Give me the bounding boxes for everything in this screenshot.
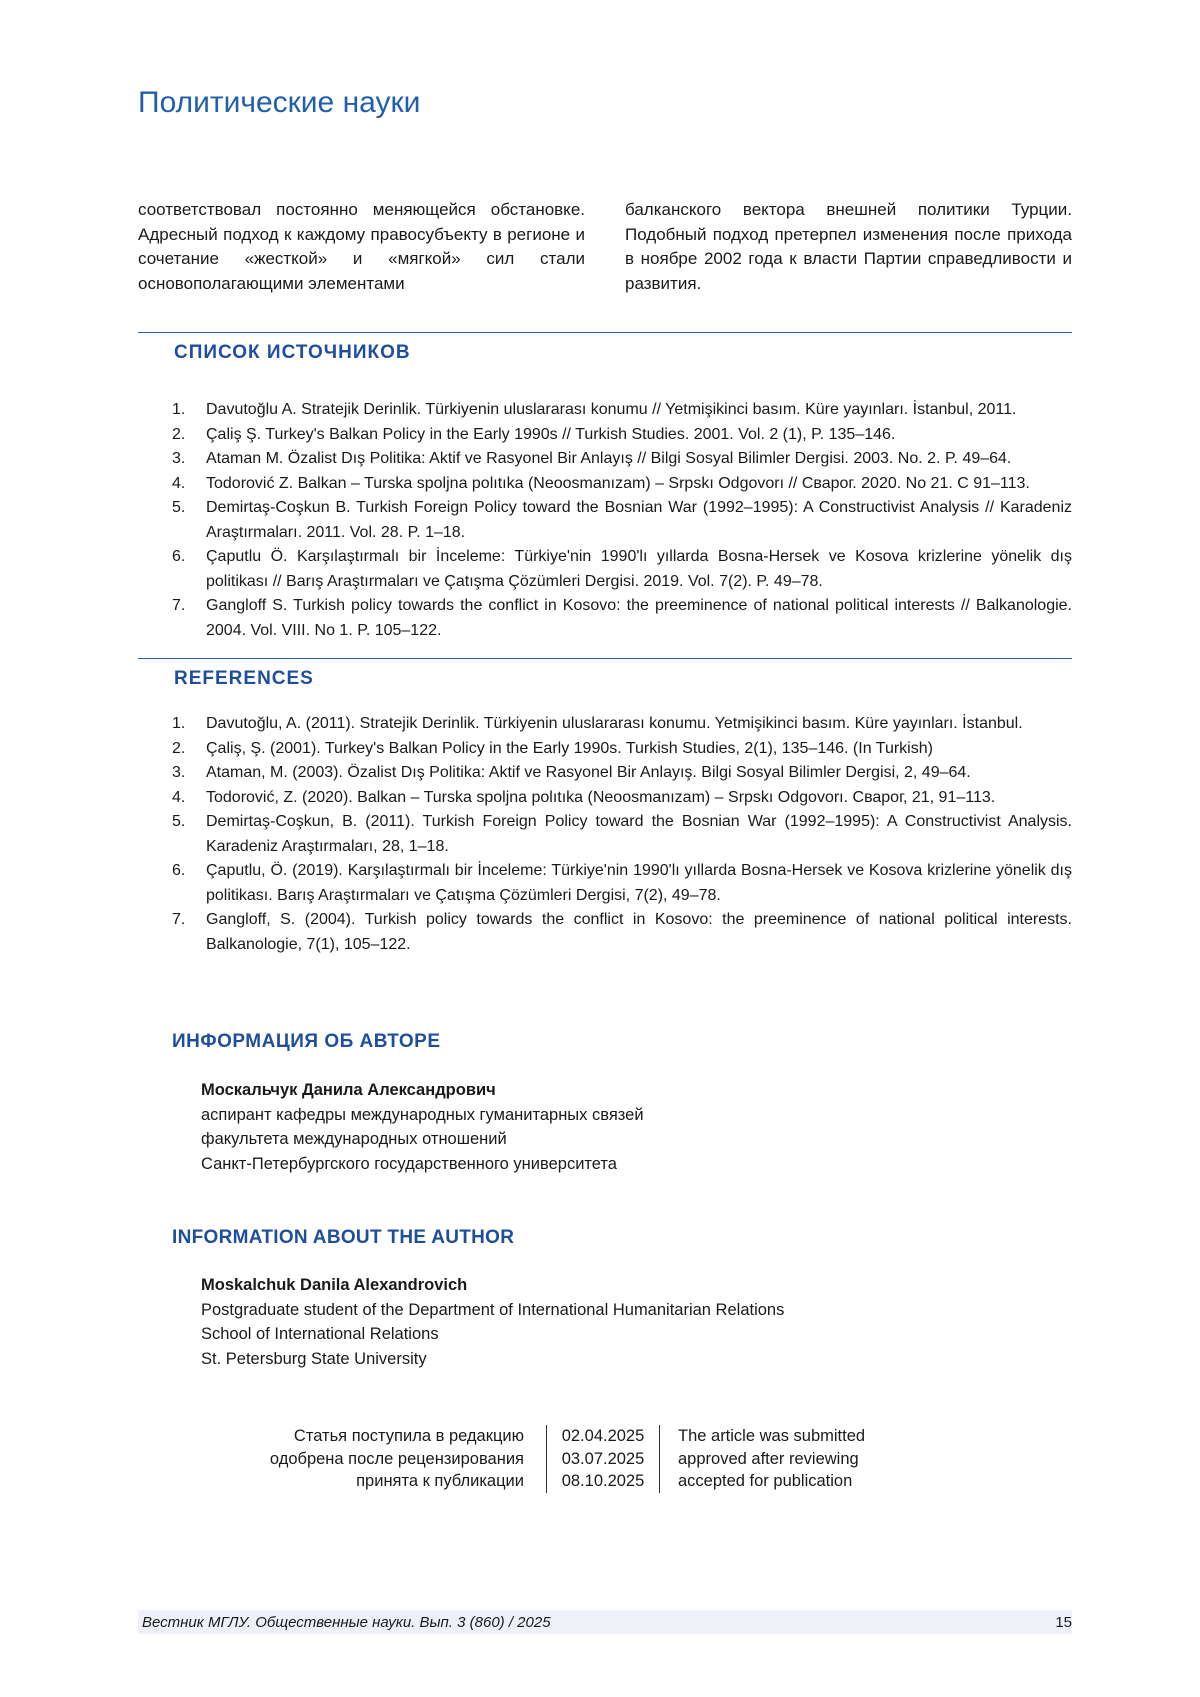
- list-item-text: Ataman M. Özalist Dış Politika: Aktif ve Rasyonel Bir Anlayış // Bilgi Sosyal Bilimler Dergisi. 2003. No. 2. P. 49–64.: [206, 447, 1072, 472]
- author-ru-line: факультета международных отношений: [201, 1127, 1101, 1152]
- list-item: [172, 908, 1072, 957]
- date-label-en: The article was submitted: [678, 1425, 865, 1448]
- list-item: [172, 810, 1072, 859]
- list-item-text: Gangloff, S. (2004). Turkish policy towards the conflict in Kosovo: the preeminence of national political interests. Balkanologie, 7(1), 105–122.: [206, 908, 1072, 957]
- body-column-right: балканского вектора внешней политики Турции. Подобный подход претерпел изменения после прихода в ноябре 2002 года к власти Партии справедливости и развития.: [625, 198, 1072, 296]
- date-label-ru: Статья поступила в редакцию: [228, 1425, 524, 1448]
- date-label-en: accepted for publication: [678, 1470, 865, 1493]
- list-item-text: Çaliş, Ş. (2001). Turkey's Balkan Policy in the Early 1990s. Turkish Studies, 2(1), 135–146. (In Turkish): [206, 737, 1072, 762]
- date-value: 02.04.2025: [557, 1425, 649, 1448]
- date-label-ru: принята к публикации: [228, 1470, 524, 1493]
- list-item-text: Todorović, Z. (2020). Balkan – Turska spoljna polıtıka (Neoosmanızam) – Srpskı Odgovorı. Сварог, 21, 91–113.: [206, 786, 1072, 811]
- list-item: [172, 786, 1072, 811]
- list-item: [172, 472, 1072, 497]
- divider-sources: [138, 332, 1072, 333]
- article-dates: [228, 1425, 865, 1493]
- page-number: 15: [1055, 1614, 1072, 1631]
- author-en-line: Postgraduate student of the Department of International Humanitarian Relations: [201, 1298, 1101, 1323]
- sources-list: [172, 398, 1072, 643]
- list-item: [172, 712, 1072, 737]
- author-en-line: St. Petersburg State University: [201, 1347, 1101, 1372]
- list-item-number: 3.: [172, 761, 206, 786]
- list-item-text: Çaputlu Ö. Karşılaştırmalı bir İnceleme: Türkiye'nin 1990'lı yıllarda Bosna-Hersek ve Kosova krizlerine yönelik dış politikası // Barış Araştırmaları ve Çatışma Çözümleri Dergisi. 2019. Vol. 7(2). P. 49–78.: [206, 545, 1072, 594]
- body-text: [138, 198, 1072, 296]
- list-item-text: Davutoğlu, A. (2011). Stratejik Derinlik. Türkiyenin uluslararası konumu. Yetmişikinci basım. Küre yayınları. İstanbul.: [206, 712, 1072, 737]
- list-item: [172, 447, 1072, 472]
- list-item-text: Gangloff S. Turkish policy towards the conflict in Kosovo: the preeminence of national political interests // Balkanologie. 2004. Vol. VIII. No 1. P. 105–122.: [206, 594, 1072, 643]
- author-ru-block: [201, 1078, 1101, 1176]
- list-item: [172, 761, 1072, 786]
- list-item-number: 2.: [172, 737, 206, 762]
- author-en-block: [201, 1273, 1101, 1371]
- list-item-number: 2.: [172, 423, 206, 448]
- list-item-number: 7.: [172, 594, 206, 643]
- list-item-text: Çaliş Ş. Turkey's Balkan Policy in the Early 1990s // Turkish Studies. 2001. Vol. 2 (1), P. 135–146.: [206, 423, 1072, 448]
- section-title: Политические науки: [138, 86, 420, 120]
- author-ru-line: Санкт-Петербургского государственного университета: [201, 1152, 1101, 1177]
- list-item-number: 1.: [172, 712, 206, 737]
- list-item-text: Çaputlu, Ö. (2019). Karşılaştırmalı bir İnceleme: Türkiye'nin 1990'lı yıllarda Bosna-Hersek ve Kosova krizlerine yönelik dış politikası. Barış Araştırmaları ve Çatışma Çözümleri Dergisi, 7(2), 49–78.: [206, 859, 1072, 908]
- list-item-text: Demirtaş-Coşkun B. Turkish Foreign Policy toward the Bosnian War (1992–1995): A Constructivist Analysis // Karadeniz Araştırmaları. 2011. Vol. 28. P. 1–18.: [206, 496, 1072, 545]
- date-label-ru: одобрена после рецензирования: [228, 1448, 524, 1471]
- list-item-number: 4.: [172, 472, 206, 497]
- list-item: [172, 737, 1072, 762]
- list-item: [172, 398, 1072, 423]
- date-label-en: approved after reviewing: [678, 1448, 865, 1471]
- list-item: [172, 545, 1072, 594]
- list-item-text: Todorović Z. Balkan – Turska spoljna polıtıka (Neoosmanızam) – Srpskı Odgovorı // Сварог. 2020. No 21. С 91–113.: [206, 472, 1072, 497]
- dates-labels-ru: [228, 1425, 546, 1493]
- list-item-number: 7.: [172, 908, 206, 957]
- author-ru-line: аспирант кафедры международных гуманитарных связей: [201, 1103, 1101, 1128]
- list-item-number: 4.: [172, 786, 206, 811]
- dates-labels-en: [660, 1425, 865, 1493]
- list-item: [172, 423, 1072, 448]
- list-item-text: Davutoğlu A. Stratejik Derinlik. Türkiyenin uluslararası konumu // Yetmişikinci basım. Küre yayınları. İstanbul, 2011.: [206, 398, 1072, 423]
- dates-values: [546, 1425, 660, 1493]
- list-item-number: 5.: [172, 496, 206, 545]
- author-ru-name: Москальчук Данила Александрович: [201, 1078, 1101, 1103]
- author-ru-heading: ИНФОРМАЦИЯ ОБ АВТОРЕ: [172, 1031, 441, 1053]
- body-column-left: соответствовал постоянно меняющейся обстановке. Адресный подход к каждому правосубъекту в регионе и сочетание «жесткой» и «мягкой» сил стали основополагающими элементами: [138, 198, 585, 296]
- references-heading: REFERENCES: [174, 668, 314, 690]
- list-item: [172, 859, 1072, 908]
- sources-heading: СПИСОК ИСТОЧНИКОВ: [174, 342, 411, 364]
- journal-title: Вестник МГЛУ. Общественные науки. Вып. 3 (860) / 2025: [138, 1614, 551, 1631]
- list-item-text: Demirtaş-Coşkun, B. (2011). Turkish Foreign Policy toward the Bosnian War (1992–1995): A Constructivist Analysis. Karadeniz Araştırmaları, 28, 1–18.: [206, 810, 1072, 859]
- divider-references: [138, 658, 1072, 659]
- list-item: [172, 496, 1072, 545]
- list-item-number: 1.: [172, 398, 206, 423]
- date-value: 08.10.2025: [557, 1470, 649, 1493]
- list-item-text: Ataman, M. (2003). Özalist Dış Politika: Aktif ve Rasyonel Bir Anlayış. Bilgi Sosyal Bilimler Dergisi, 2, 49–64.: [206, 761, 1072, 786]
- references-list: [172, 712, 1072, 957]
- author-en-heading: INFORMATION ABOUT THE AUTHOR: [172, 1227, 514, 1249]
- list-item-number: 3.: [172, 447, 206, 472]
- list-item-number: 6.: [172, 859, 206, 908]
- author-en-line: School of International Relations: [201, 1322, 1101, 1347]
- list-item-number: 5.: [172, 810, 206, 859]
- page-footer: [138, 1610, 1072, 1634]
- date-value: 03.07.2025: [557, 1448, 649, 1471]
- list-item: [172, 594, 1072, 643]
- list-item-number: 6.: [172, 545, 206, 594]
- author-en-name: Moskalchuk Danila Alexandrovich: [201, 1273, 1101, 1298]
